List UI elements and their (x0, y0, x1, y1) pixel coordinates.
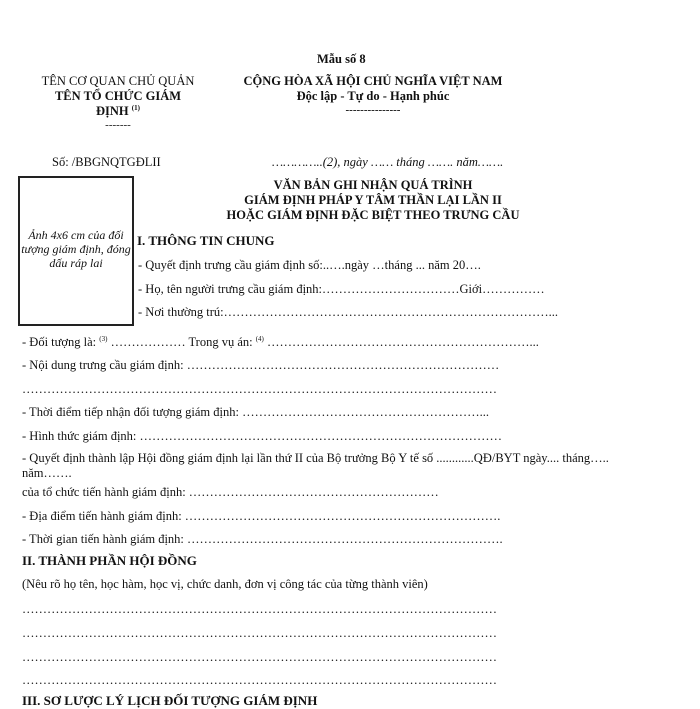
title-line3: HOẶC GIÁM ĐỊNH ĐẶC BIỆT THEO TRƯNG CẦU (226, 208, 520, 222)
content-continuation: …………………………………………………………………………………………………… (22, 382, 497, 396)
date-line: …………..(2), ngày …… tháng ……. năm……. (272, 155, 504, 169)
assessment-form-field: - Hình thức giám định: …………………………………………………………………………… (22, 429, 503, 443)
received-time-field: - Thời điểm tiếp nhận đối tượng giám định: …………………………………………………... (22, 405, 489, 419)
form-number: Mẫu số 8 (317, 52, 366, 66)
subject-field (22, 335, 539, 350)
section1-heading: I. THÔNG TIN CHUNG (137, 233, 275, 248)
residence-field: - Nơi thường trú:……………………………………………………………………... (138, 305, 558, 319)
member-line-2: …………………………………………………………………………………………………… (22, 626, 497, 640)
council-org-field: của tổ chức tiến hành giám định: …………………………………………………… (22, 485, 439, 499)
title-line1: VĂN BẢN GHI NHẬN QUÁ TRÌNH (273, 178, 473, 192)
member-line-1: …………………………………………………………………………………………………… (22, 602, 497, 616)
section2-note: (Nêu rõ họ tên, học hàm, học vị, chức danh, đơn vị công tác của từng thành viên) (22, 577, 428, 591)
national-dash: --------------- (345, 104, 401, 116)
council-decision-field: - Quyết định thành lập Hội đồng giám định lại lần thứ II của Bộ trưởng Bộ Y tế số ............QĐ/BYT ngày.... tháng….. năm……. (22, 451, 609, 480)
agency-org-line1: TÊN TỔ CHỨC GIÁM (54, 89, 182, 103)
national-name: CỘNG HÒA XÃ HỘI CHỦ NGHĨA VIỆT NAM (243, 74, 503, 88)
case-dots: ………………………………………………………... (263, 335, 539, 349)
subject-label: - Đối tượng là: (22, 335, 100, 349)
subject-sup-3: (3) (99, 334, 108, 343)
requester-field: - Họ, tên người trưng cầu giám định:……………………………Giới…………… (138, 282, 545, 296)
photo-caption: Ảnh 4x6 cm của đối tượng giám định, đóng dấu ráp lai (21, 228, 131, 270)
title-line2: GIÁM ĐỊNH PHÁP Y TÂM THẦN LẠI LẦN II (244, 193, 502, 207)
document-title (200, 178, 546, 223)
section2-heading: II. THÀNH PHẦN HỘI ĐỒNG (22, 553, 197, 568)
agency-org-line2-wrap (20, 104, 216, 119)
content-field: - Nội dung trưng cầu giám định: ………………………………………………………………… (22, 358, 500, 372)
subject-sup-4: (4) (255, 334, 264, 343)
national-block (215, 74, 531, 116)
agency-org-line2: ĐỊNH (96, 104, 129, 118)
agency-block (20, 74, 216, 131)
national-motto: Độc lập - Tự do - Hạnh phúc (296, 89, 450, 103)
agency-org-sup: (1) (131, 103, 140, 112)
member-line-3: …………………………………………………………………………………………………… (22, 650, 497, 664)
section3-heading: III. SƠ LƯỢC LÝ LỊCH ĐỐI TƯỢNG GIÁM ĐỊNH (22, 693, 318, 708)
document-number: Số: /BBGNQTGĐLII (52, 155, 161, 169)
agency-dash: ------- (105, 119, 131, 131)
photo-placeholder (18, 176, 134, 326)
location-field: - Địa điểm tiến hành giám định: …………………………………………………………………. (22, 509, 501, 523)
decision-field: - Quyết định trưng cầu giám định số:..….ngày …tháng ... năm 20…. (138, 258, 481, 272)
member-line-4: …………………………………………………………………………………………………… (22, 673, 497, 687)
time-field: - Thời gian tiến hành giám định: …………………………………………………………………. (22, 532, 503, 546)
agency-parent: TÊN CƠ QUAN CHỦ QUẢN (41, 74, 195, 88)
case-label: ……………… Trong vụ án: (107, 335, 256, 349)
